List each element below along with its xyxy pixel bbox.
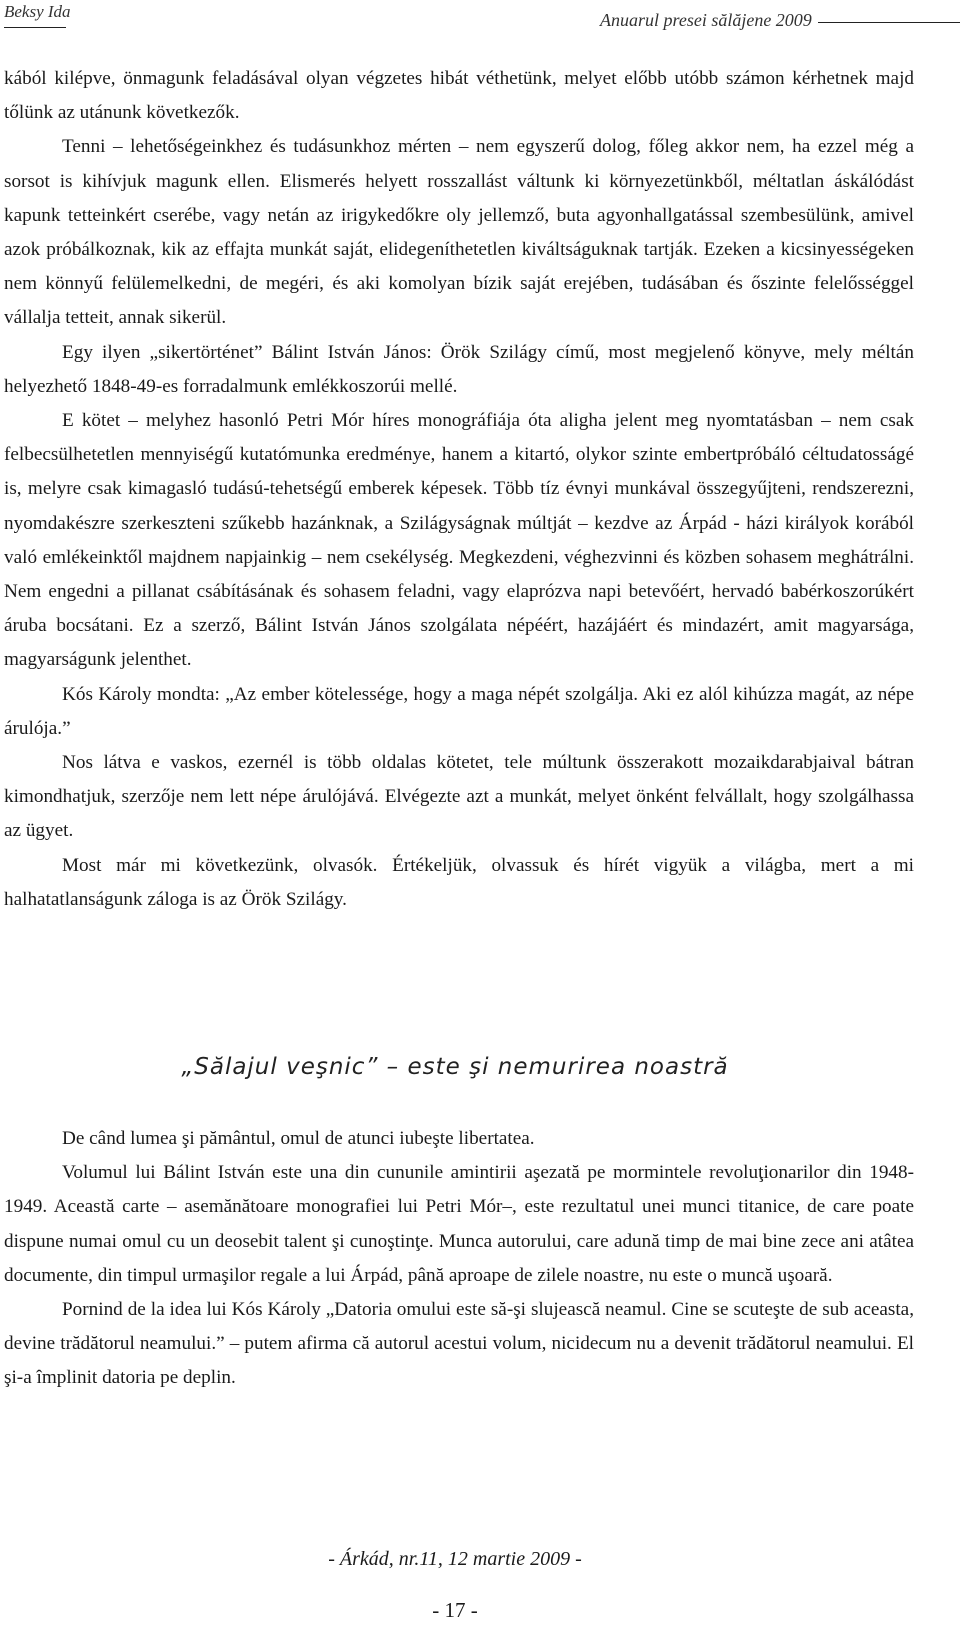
paragraph: Tenni – lehetőségeinkhez és tudásunkhoz mérten – nem egyszerű dolog, főleg akkor nem, ha ezzel még a sorsot is kihívjuk magunk ellen. Elismerés helyett rosszallást váltunk ki környezetünkből, méltatlan áskálódást kapunk tetteinkért cserébe, vagy netán az irigykedőkre oly jellemző, buta agyonhallgatással szembesülünk, amivel azok próbálkoznak, kik az effajta munkát saját, elidegeníthetetlen kiváltságuknak tartják. Ezeken a kicsinyességeken nem könnyű felülemelkedni, de megéri, és aki komolyan bízik saját erejében, tudásában és őszinte felelősséggel vállalja tetteit, annak sikerül.: [4, 136, 914, 329]
running-header: [0, 0, 960, 40]
paragraph: Egy ilyen „sikertörténet” Bálint István János: Örök Szilágy című, most megjelenő könyve, mely méltán helyezhető 1848-49-es forradalmunk emlékkoszorúi mellé.: [4, 341, 914, 397]
page-number: - 17 -: [432, 1598, 478, 1622]
paragraph: Pornind de la idea lui Kós Károly „Datoria omului este să-şi slujească neamul. Cine se scuteşte de sub aceasta, devine trădătorul neamului.” – putem afirma că autorul acestui volum, nicidecum nu a devenit trădătorul neamului. El şi-a împlinit datoria pe deplin.: [4, 1299, 914, 1389]
paragraph: Volumul lui Bálint István este una din cununile amintirii aşezată pe mormintele revoluţionarilor din 1948-1949. Această carte – asemănătoare monografiei lui Petri Mór–, este rezultatul unei munci titanice, de care poate dispune numai omul cu un deosebit talent şi cunoştinţe. Munca autorului, care adună timp de mai bine zece ani atâtea documente, din timpul urmaşilor regale a lui Árpád, până aproape de zilele noastre, nu este o muncă uşoară.: [4, 1162, 914, 1286]
hungarian-text: [4, 62, 914, 917]
source-citation: - Árkád, nr.11, 12 martie 2009 -: [328, 1548, 582, 1570]
romanian-section-title: „Sălajul veşnic” – este şi nemurirea noastră: [181, 1054, 729, 1080]
paragraph: Kós Károly mondta: „Az ember kötelessége, hogy a maga népét szolgálja. Aki ez alól kihúzza magát, az népe árulója.”: [4, 683, 914, 739]
paragraph: Nos látva e vaskos, ezernél is több oldalas kötetet, tele múltunk összerakott mozaikdarabjaival bátran kimondhatjuk, szerzője nem lett népe árulójává. Elvégezte azt a munkát, melyet önként felvállalt, hogy szolgálhassa az ügyet.: [4, 752, 914, 842]
paragraph: kából kilépve, önmagunk feladásával olyan végzetes hibát véthetünk, melyet előbb utóbb számon kérhetnek majd tőlünk az utánunk következők.: [4, 68, 914, 124]
paragraph: Most már mi következünk, olvasók. Értékeljük, olvassuk és hírét vigyük a világba, mert a mi halhatatlanságunk záloga is az Örök Szilágy.: [4, 854, 914, 910]
romanian-text: [4, 1122, 914, 1396]
paragraph: E kötet – melyhez hasonló Petri Mór híres monográfiája óta aligha jelent meg nyomtatásban – nem csak felbecsülhetetlen mennyiségű kutatómunka eredménye, hanem a kitartó, olykor szinte embertpróbáló céltudatosságé is, melyre csak kimagasló tudású-tehetségű emberek képesek. Több tíz évnyi munkával összegyűjteni, rendszerezni, nyomdakészre szerkeszteni szűkebb hazánknak, a Szilágyságnak múltját – kezdve az Árpád - házi királyok korából való emlékeinktől majdnem napjainkig – nem csekélység. Megkezdeni, véghezvinni és közben sohasem meghátrálni. Nem engedni a pillanat csábításának és sohasem feladni, vagy elaprózva napi betevőért, hervadó babérkoszorúkért áruba bocsátani. Ez a szerző, Bálint István János szolgálata népéért, hazájáért és mindazért, amit magyarsága, magyarságunk jelenthet.: [4, 410, 914, 671]
header-journal-rule: [818, 22, 960, 23]
header-author-rule: [4, 27, 66, 28]
header-journal: Anuarul presei sălăjene 2009: [600, 10, 812, 30]
header-author: Beksy Ida: [4, 2, 71, 21]
paragraph: De când lumea şi pământul, omul de atunci iubeşte libertatea.: [62, 1128, 535, 1149]
